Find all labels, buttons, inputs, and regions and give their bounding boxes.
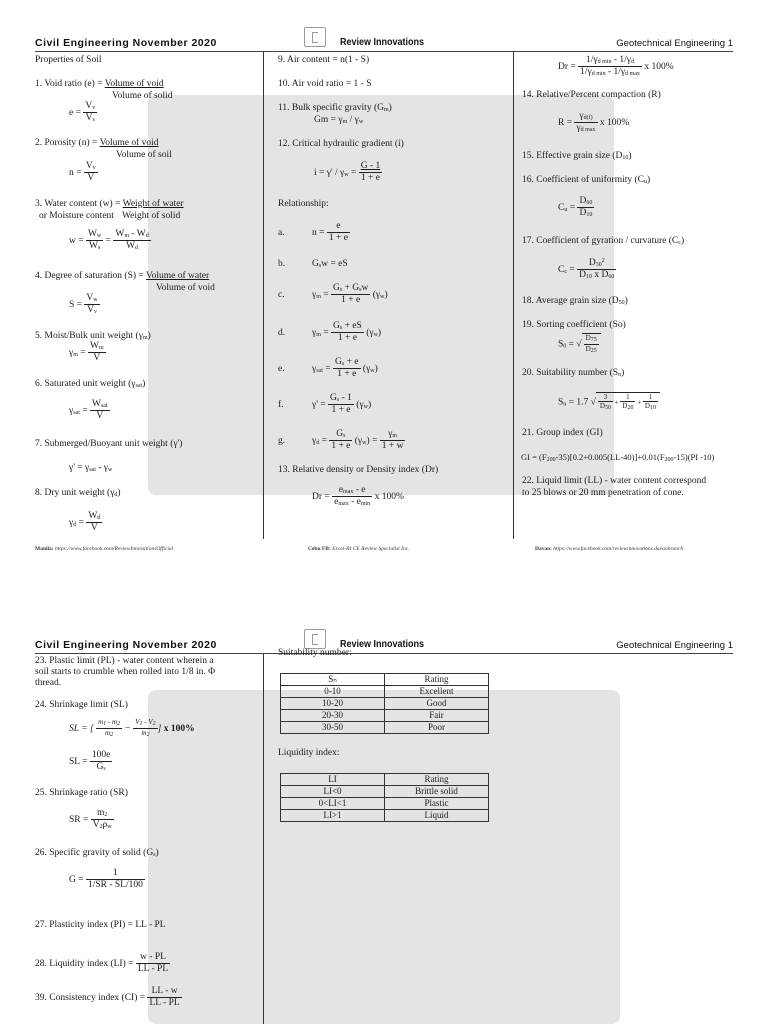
formula-group-index: 21. Group index (GI) xyxy=(522,428,603,438)
table-row xyxy=(281,798,489,810)
table-row xyxy=(281,810,489,822)
table-row xyxy=(281,710,489,722)
table-cell: Fair xyxy=(385,710,489,722)
formula-dry-unit-weight: 8. Dry unit weight $(\gamma_d)$ xyxy=(35,488,121,498)
formula-degree-saturation-eq: S = $\frac{V_w}{V_v}$ xyxy=(69,293,98,316)
formula-effective-grain-size: 15. Effective grain size $(D_{10})$ xyxy=(522,151,632,161)
table-cell: 0<LI<1 xyxy=(281,798,385,810)
formula-shrinkage-limit: 24. Shrinkage limit (SL) xyxy=(35,700,128,710)
table-cell: LI xyxy=(281,774,385,786)
formula-plasticity-index: 27. Plasticity index (PI) = LL - PL xyxy=(35,920,166,930)
formula-suitability-number: 20. Suitability number $(S_n)$ xyxy=(522,368,625,378)
table-header-row xyxy=(281,674,489,686)
formula-denominator: Volume of solid xyxy=(112,91,173,101)
formula-denominator: Volume of void xyxy=(156,283,215,293)
relationship-c: c. $\gamma_m$ = $\frac{G_s + G_sw}{1 + e}$ $(\gamma_w)$ xyxy=(278,283,388,306)
page-2 xyxy=(0,620,768,1024)
definition-plastic-limit-cont: thread. xyxy=(35,678,62,688)
relationship-g: g. $\gamma_d$ = $\frac{G_s}{1 + e}$ $(\gamma_w)$ = $\frac{\gamma_m}{1 + w}$ xyxy=(278,429,404,452)
formula-submerged-unit-weight-eq: $\gamma' = \gamma_{sat} - \gamma_w$ xyxy=(69,463,113,473)
table-cell: Sₙ xyxy=(281,674,385,686)
formula-consistency-index: 39. Consistency index (CI) = $\frac{LL - w}{LL - PL}$ xyxy=(35,986,180,1009)
formula-air-void-ratio: 10. Air void ratio = 1 - S xyxy=(278,79,372,89)
suitability-number-table xyxy=(280,673,489,734)
brand-logo-icon xyxy=(304,27,326,47)
suitability-number-heading: Suitability number: xyxy=(278,648,352,658)
formula-relative-compaction: 14. Relative/Percent compaction (R) xyxy=(522,90,661,100)
formula-bulk-unit-weight: 5. Moist/Bulk unit weight $(\gamma_m)$ xyxy=(35,331,151,341)
header-brand: Review Innovations xyxy=(340,639,425,650)
table-row xyxy=(281,786,489,798)
header-rule xyxy=(35,653,733,654)
liquidity-index-table xyxy=(280,773,489,822)
table-row xyxy=(281,722,489,734)
formula-shrinkage-ratio: 25. Shrinkage ratio (SR) xyxy=(35,788,128,798)
watermark-logo xyxy=(148,690,620,1024)
relationship-d: d. $\gamma_m$ = $\frac{G_s + eS}{1 + e}$ $(\gamma_w)$ xyxy=(278,321,382,344)
formula-sorting-coefficient: 19. Sorting coefficient (So) xyxy=(522,320,626,330)
table-cell: LI>1 xyxy=(281,810,385,822)
header-rule xyxy=(35,51,733,52)
definition-liquid-limit: 22. Liquid limit (LL) - water content correspond xyxy=(522,476,707,486)
formula-water-content-eq: w = $\frac{W_w}{W_s}$ = $\frac{W_m - W_d}{W_d}$ xyxy=(69,229,149,252)
formula-denominator: Volume of soil xyxy=(116,150,172,160)
brand-logo-icon xyxy=(304,629,326,649)
relationship-heading: Relationship: xyxy=(278,199,329,209)
formula-water-content: 3. Water content (w) = Weight of water xyxy=(35,199,184,209)
formula-void-ratio: 1. Void ratio (e) = Volume of void xyxy=(35,79,164,89)
table-cell: Rating xyxy=(385,674,489,686)
table-cell: 20-30 xyxy=(281,710,385,722)
formula-liquidity-index: 28. Liquidity index (LI) = $\frac{w - PL}{LL - PL}$ xyxy=(35,952,169,975)
formula-critical-hydraulic-gradient: 12. Critical hydraulic gradient (i) xyxy=(278,139,404,149)
formula-relative-density-eq: Dr = $\frac{e_{max} - e}{e_{max} - e_{min}}$ x 100% xyxy=(312,485,404,508)
table-header-row xyxy=(281,774,489,786)
header-title: Civil Engineering November 2020 xyxy=(35,37,217,49)
liquidity-index-heading: Liquidity index: xyxy=(278,748,340,758)
formula-bulk-specific-gravity: 11. Bulk specific gravity $(G_m)$ xyxy=(278,103,392,113)
relationship-a: a. n = $\frac{e}{1 + e}$ xyxy=(278,221,348,244)
formula-bulk-unit-weight-eq: $\gamma_m$ = $\frac{W_m}{V}$ xyxy=(69,341,104,364)
footer-davao: Davao: https://www.facebook.com/reviewinnovations.davaobranch xyxy=(535,546,684,552)
formula-critical-hydraulic-gradient-eq: $i = \gamma' / \gamma_w$ = $\frac{G - 1}{1 + e}$ xyxy=(314,161,381,184)
formula-coefficient-uniformity-eq: $C_u$ = $\frac{D_{60}}{D_{10}}$ xyxy=(558,196,593,219)
formula-saturated-unit-weight-eq: $\gamma_{sat}$ = $\frac{W_{sat}}{V}$ xyxy=(69,399,108,422)
table-cell: Poor xyxy=(385,722,489,734)
column-divider xyxy=(263,52,264,539)
formula-relative-density: 13. Relative density or Density index (Dr) xyxy=(278,465,439,475)
relationship-b: b. $G_sw$ = eS xyxy=(278,259,348,269)
formula-porosity-eq: n = $\frac{V_v}{V}$ xyxy=(69,161,96,184)
table-row xyxy=(281,686,489,698)
formula-shrinkage-limit-eq: SL = [ $\frac{m_1 - m_2}{m_2}$ − $\frac{V_1 - V_2}{m_2}$ ] x 100% xyxy=(69,718,195,739)
formula-air-content: 9. Air content = n(1 - S) xyxy=(278,55,370,65)
page-header xyxy=(0,0,768,52)
formula-void-ratio-eq: e = $\frac{V_v}{V_s}$ xyxy=(69,101,96,124)
section-heading: Properties of Soil xyxy=(35,55,102,65)
definition-plastic-limit: 23. Plastic limit (PL) - water content wherein a xyxy=(35,656,214,666)
relationship-f: f. γ' = $\frac{G_s - 1}{1 + e}$ $(\gamma_w)$ xyxy=(278,393,372,416)
table-cell: Good xyxy=(385,698,489,710)
formula-saturated-unit-weight: 6. Saturated unit weight $(\gamma_{sat})$ xyxy=(35,379,146,389)
formula-relative-density-unit-weight: Dr = $\frac{1/\gamma_{d min} - 1/\gamma_d}{1/\gamma_{d min} - 1/\gamma_{d max}}$ x 100% xyxy=(558,55,674,78)
table-cell: 10-20 xyxy=(281,698,385,710)
formula-suitability-number-eq: $S_n = 1.7$ √ $\frac{3}{D_{50}}$ + $\frac{1}{D_{20}}$ + $\frac{1}{D_{10}}$ xyxy=(558,392,660,413)
formula-coefficient-curvature-eq: $C_c$ = $\frac{D_{30}^2}{D_{10} x D_{60}}$ xyxy=(558,258,615,281)
relationship-e: e. $\gamma_{sat}$ = $\frac{G_s + e}{1 + e}$ $(\gamma_w)$ xyxy=(278,357,378,380)
formula-shrinkage-ratio-eq: SR = $\frac{m_2}{V_2\rho_w}$ xyxy=(69,808,112,831)
table-cell: 30-50 xyxy=(281,722,385,734)
formula-porosity: 2. Porosity (n) = Volume of void xyxy=(35,138,159,148)
table-cell: 0-10 xyxy=(281,686,385,698)
header-title: Civil Engineering November 2020 xyxy=(35,639,217,651)
formula-relative-compaction-eq: R = $\frac{\gamma_{d(f)}}{\gamma_{d max}}$ x 100% xyxy=(558,111,630,134)
header-brand: Review Innovations xyxy=(340,37,425,48)
page-header xyxy=(0,602,768,654)
formula-specific-gravity: 26. Specific gravity of solid $(G_s)$ xyxy=(35,848,159,858)
formula-coefficient-curvature: 17. Coefficient of gyration / curvature $(C_c)$ xyxy=(522,236,685,246)
table-cell: Rating xyxy=(385,774,489,786)
table-cell: Excellent xyxy=(385,686,489,698)
column-divider xyxy=(513,52,514,539)
definition-plastic-limit-cont: soil starts to crumble when rolled into 1/8 in. Φ xyxy=(35,667,216,677)
footer-manila: Manila: https://www.facebook.com/ReviewInnovationsOfficial xyxy=(35,546,174,552)
formula-group-index-eq: GI = $(F_{200}-35)[0.2+0.005(LL-40)]+0.01(F_{200}-15)(PI$ -10) xyxy=(521,452,715,463)
column-divider xyxy=(263,654,264,1024)
formula-degree-saturation: 4. Degree of saturation (S) = Volume of water xyxy=(35,271,210,281)
table-cell: Liquid xyxy=(385,810,489,822)
formula-coefficient-uniformity: 16. Coefficient of uniformity $(C_u)$ xyxy=(522,175,651,185)
formula-water-content-alt: or Moisture content Weight of solid xyxy=(39,211,181,221)
header-subject: Geotechnical Engineering 1 xyxy=(616,38,733,49)
formula-bulk-specific-gravity-eq: $Gm = \gamma_m / \gamma_w$ xyxy=(314,115,364,125)
formula-shrinkage-limit-eq2: SL = $\frac{100e}{G_s}$ xyxy=(69,750,111,773)
footer-cebu: Cebu FB: Excel-RI CE Review Specialist Inc. xyxy=(308,546,410,552)
formula-submerged-unit-weight: 7. Submerged/Buoyant unit weight (γ') xyxy=(35,439,183,449)
table-row xyxy=(281,698,489,710)
header-subject: Geotechnical Engineering 1 xyxy=(616,640,733,651)
formula-specific-gravity-eq: G = $\frac{1}{1/SR - SL/100}$ xyxy=(69,868,143,891)
table-cell: Brittle solid xyxy=(385,786,489,798)
table-cell: LI<0 xyxy=(281,786,385,798)
formula-average-grain-size: 18. Average grain size $(D_{50})$ xyxy=(522,296,628,306)
formula-sorting-coefficient-eq: $S_0$ = √ $\frac{D_{75}}{D_{25}}$ xyxy=(558,333,601,355)
formula-dry-unit-weight-eq: $\gamma_d$ = $\frac{W_d}{V}$ xyxy=(69,511,101,534)
definition-liquid-limit-cont: to 25 blows or 20 mm penetration of cone. xyxy=(522,488,684,498)
table-cell: Plastic xyxy=(385,798,489,810)
